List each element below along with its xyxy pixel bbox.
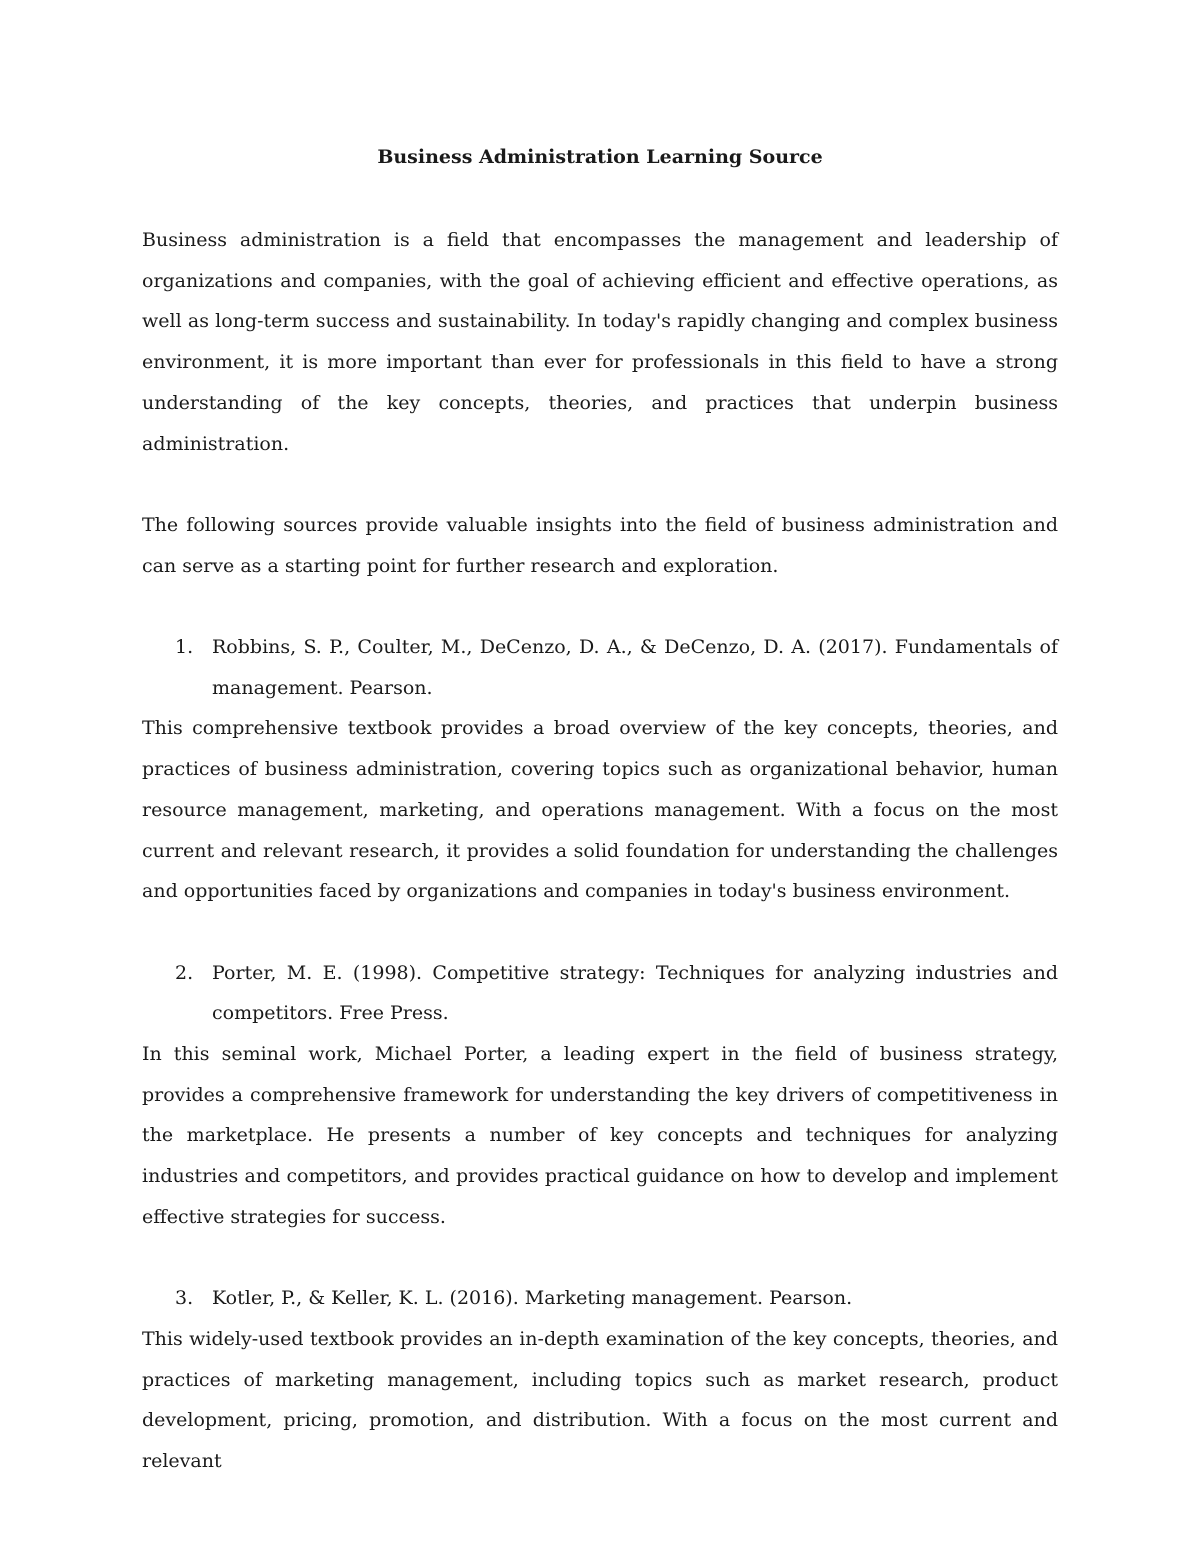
reference-citation — [142, 1278, 1058, 1319]
sources-paragraph: The following sources provide valuable insights into the field of business administration and can serve as a starting point for further research and exploration. — [142, 513, 1058, 577]
reference-citation-text: Robbins, S. P., Coulter, M., DeCenzo, D. A., & DeCenzo, D. A. (2017). Fundamentals of management. Pearson. — [212, 636, 1058, 699]
reference-number: 3. — [175, 1287, 194, 1310]
reference-citation-text: Kotler, P., & Keller, K. L. (2016). Marketing management. Pearson. — [212, 1287, 853, 1310]
document-title: Business Administration Learning Source — [377, 146, 823, 168]
reference-number: 1. — [175, 636, 194, 658]
reference-number: 2. — [175, 961, 194, 984]
reference-description: This widely-used textbook provides an in-depth examination of the key concepts, theories, and practices of marketing management, including topics such as market research, product development, pricing, promotion, and distribution. With a focus on the most current and relevant — [142, 1327, 1058, 1473]
reference-item-2 — [142, 953, 1058, 1238]
reference-item-3 — [142, 1278, 1058, 1482]
reference-item-1 — [142, 627, 1058, 912]
reference-citation — [142, 627, 1058, 708]
reference-citation-text: Porter, M. E. (1998). Competitive strategy: Techniques for analyzing industries and competitors. Free Press. — [212, 961, 1058, 1025]
reference-description: In this seminal work, Michael Porter, a leading expert in the field of business strategy, provides a comprehensive framework for understanding the key drivers of competitiveness in the marketplace. He presents a number of key concepts and techniques for analyzing industries and competitors, and provides practical guidance on how to develop and implement effective strategies for success. — [142, 1043, 1058, 1228]
reference-description: This comprehensive textbook provides a broad overview of the key concepts, theories, and practices of business administration, covering topics such as organizational behavior, human resource management, marketing, and operations management. With a focus on the most current and relevant research, it provides a solid foundation for understanding the challenges and opportunities faced by organizations and companies in today's business environment. — [142, 717, 1058, 903]
intro-paragraph: Business administration is a field that encompasses the management and leadership of organizations and companies, with the goal of achieving efficient and effective operations, as well as long-term success and sustainability. In today's rapidly changing and complex business environment, it is more important than ever for professionals in this field to have a strong understanding of the key concepts, theories, and practices that underpin business administration. — [142, 229, 1058, 455]
document-body — [142, 140, 1058, 1482]
reference-citation — [142, 953, 1058, 1034]
